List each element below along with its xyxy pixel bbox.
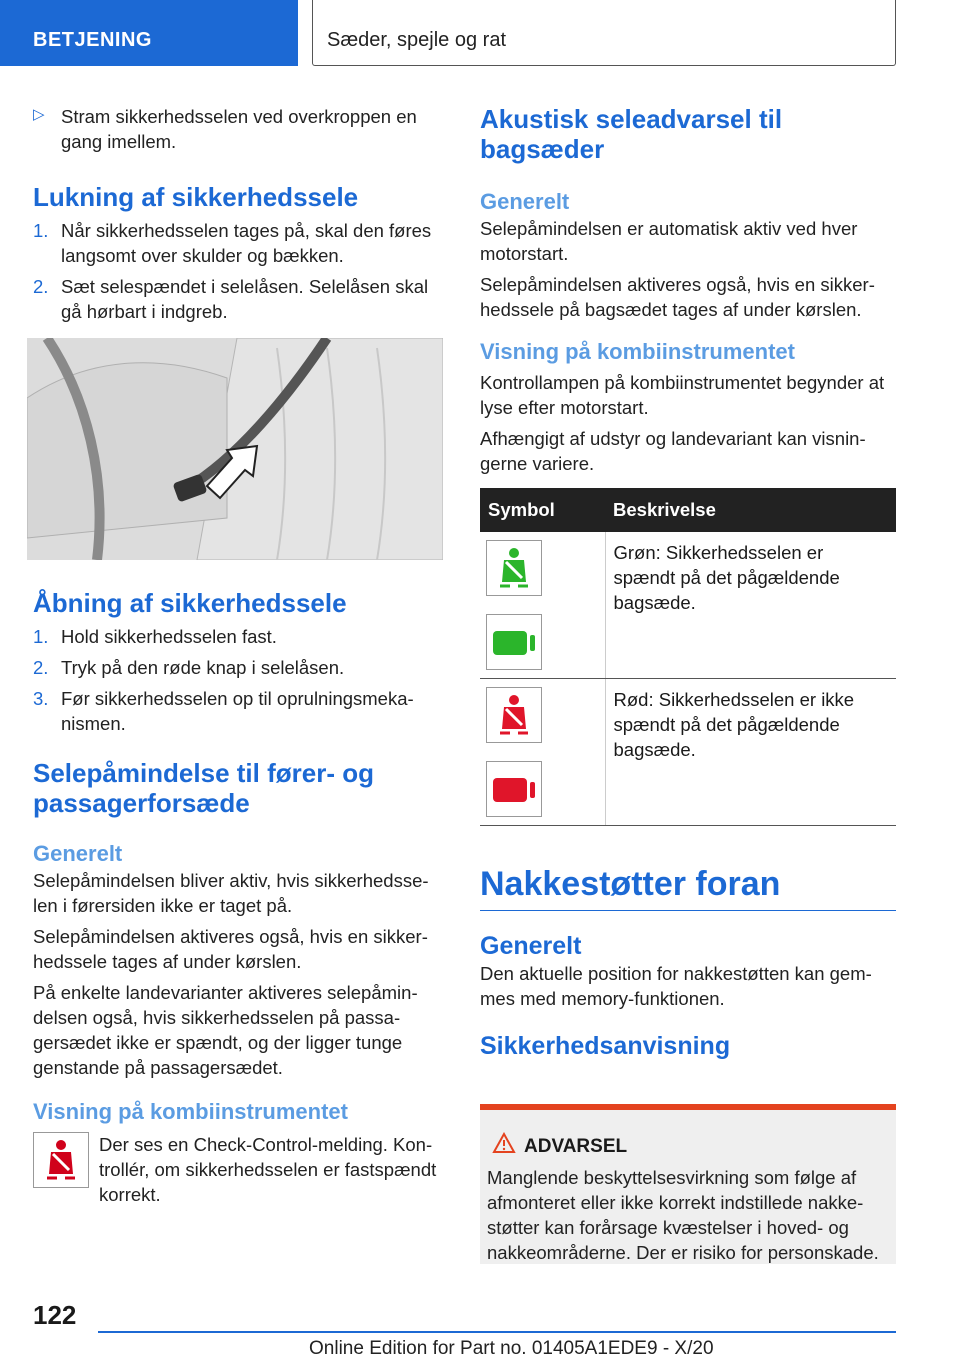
step-number: 1. <box>33 626 49 647</box>
warning-triangle-icon <box>492 1132 516 1154</box>
paragraph: Selepåmindelsen er automatisk aktiv ved hver motorstart. <box>480 218 858 264</box>
chapter-label: Sæder, spejle og rat <box>327 29 506 51</box>
desc-cell: Grøn: Sikkerhedsselen er spændt på det pågældende bagsæde. <box>605 532 896 679</box>
green-seat-icon <box>486 614 542 670</box>
visning-block <box>33 1132 443 1207</box>
table-row <box>480 679 896 826</box>
lukning-heading: Lukning af sikkerhedssele <box>33 182 359 212</box>
chapter-tab <box>312 0 896 66</box>
paragraph: Den aktuelle position for nakkestøtten kan gemmes med memory-funktionen. <box>480 963 872 1009</box>
bullet-text: Stram sikkerhedsselen ved overkroppen en gang imellem. <box>61 106 417 152</box>
nakke-heading: Nakkestøtter foran <box>480 865 781 903</box>
page-number: 122 <box>33 1300 77 1330</box>
paragraph: Selepåmindelsen aktiveres også, hvis en sikkerhedssele på bagsædet tages af under kørslen. <box>480 274 875 320</box>
step-text: Sæt selespændet i selelåsen. Selelåsen skal gå hørbart i indgreb. <box>61 276 429 322</box>
left-column-lower <box>33 588 443 1207</box>
left-column <box>33 104 443 330</box>
step-text: Hold sikkerhedsselen fast. <box>61 626 277 647</box>
step-number: 2. <box>33 276 49 297</box>
visning-heading: Visning på kombiinstrumentet <box>480 339 795 364</box>
paragraph: Afhængigt af udstyr og landevariant kan visningerne variere. <box>480 428 866 474</box>
step-text: Før sikkerhedsselen op til oprulningsmekanismen. <box>61 688 414 734</box>
list-item <box>33 624 443 649</box>
table-header <box>480 488 896 532</box>
generelt-heading: Generelt <box>480 189 570 214</box>
col-beskrivelse: Beskrivelse <box>605 488 896 532</box>
bullet-item <box>33 104 443 154</box>
red-seatbelt-icon <box>486 687 542 743</box>
seatbelt-illustration <box>27 338 443 560</box>
paragraph: Selepåmindelsen aktiveres også, hvis en sikkerhedssele tages af under kørslen. <box>33 926 428 972</box>
paragraph: På enkelte landevarianter aktiveres selepåmindelsen også, hvis sikkerhedsselen på passagersædet ikke er spændt, og der ligger tunge genstande på passagersædet. <box>33 982 418 1078</box>
symbol-table <box>480 488 896 826</box>
generelt-heading: Generelt <box>33 841 123 866</box>
footer-text: Online Edition for Part no. 01405A1EDE9 - X/20 <box>309 1338 714 1359</box>
right-column <box>480 104 896 1061</box>
paragraph: Kontrollampen på kombiinstrumentet begynder at lyse efter motorstart. <box>480 372 885 418</box>
seatbelt-warning-icon <box>33 1132 89 1188</box>
step-text: Når sikkerhedsselen tages på, skal den føres langsomt over skulder og bækken. <box>61 220 432 266</box>
step-number: 3. <box>33 688 49 709</box>
akustisk-heading: Akustisk seleadvarsel til bagsæder <box>480 104 783 164</box>
warning-text: Manglende beskyttelsesvirkning som følge af afmonteret eller ikke korrekt indstillede nakkestøtter kan forårsage kvæstelser i hoved- og nakkeområderne. Der er risiko for personskade. <box>487 1167 879 1263</box>
seatbelt-photo <box>27 338 443 560</box>
table-row <box>480 532 896 679</box>
symbol-cell <box>480 679 605 826</box>
abning-steps <box>33 624 443 736</box>
list-item <box>33 218 443 268</box>
abning-heading: Åbning af sikkerhedssele <box>33 588 347 618</box>
list-item <box>33 274 443 324</box>
section-tab <box>0 0 298 66</box>
list-item <box>33 686 443 736</box>
visning-text: Der ses en Check-Control-melding. Kontrollér, om sikkerhedsselen er fastspændt korrekt. <box>99 1134 437 1205</box>
symbol-cell <box>480 532 605 679</box>
col-symbol: Symbol <box>480 488 605 532</box>
warning-box <box>480 1104 896 1264</box>
step-text: Tryk på den røde knap i selelåsen. <box>61 657 345 678</box>
red-seat-icon <box>486 761 542 817</box>
section-label: BETJENING <box>33 29 152 51</box>
nakke-heading-wrap <box>480 864 896 911</box>
desc-cell: Rød: Sikkerhedsselen er ikke spændt på det pågældende bagsæde. <box>605 679 896 826</box>
green-seatbelt-icon <box>486 540 542 596</box>
generelt2-heading: Generelt <box>480 932 582 960</box>
step-number: 1. <box>33 220 49 241</box>
selep-heading: Selepåmindelse til fører- og passagerforsæde <box>33 758 374 818</box>
triangle-bullet-icon: ▷ <box>33 106 45 123</box>
list-item <box>33 655 443 680</box>
sikker-heading: Sikkerhedsanvisning <box>480 1032 731 1060</box>
visning-heading: Visning på kombiinstrumentet <box>33 1099 348 1124</box>
step-number: 2. <box>33 657 49 678</box>
paragraph: Selepåmindelsen bliver aktiv, hvis sikkerhedsselen i førersiden ikke er taget på. <box>33 870 429 916</box>
warning-title: ADVARSEL <box>524 1136 628 1157</box>
lukning-steps <box>33 218 443 324</box>
footer-rule <box>98 1331 896 1333</box>
